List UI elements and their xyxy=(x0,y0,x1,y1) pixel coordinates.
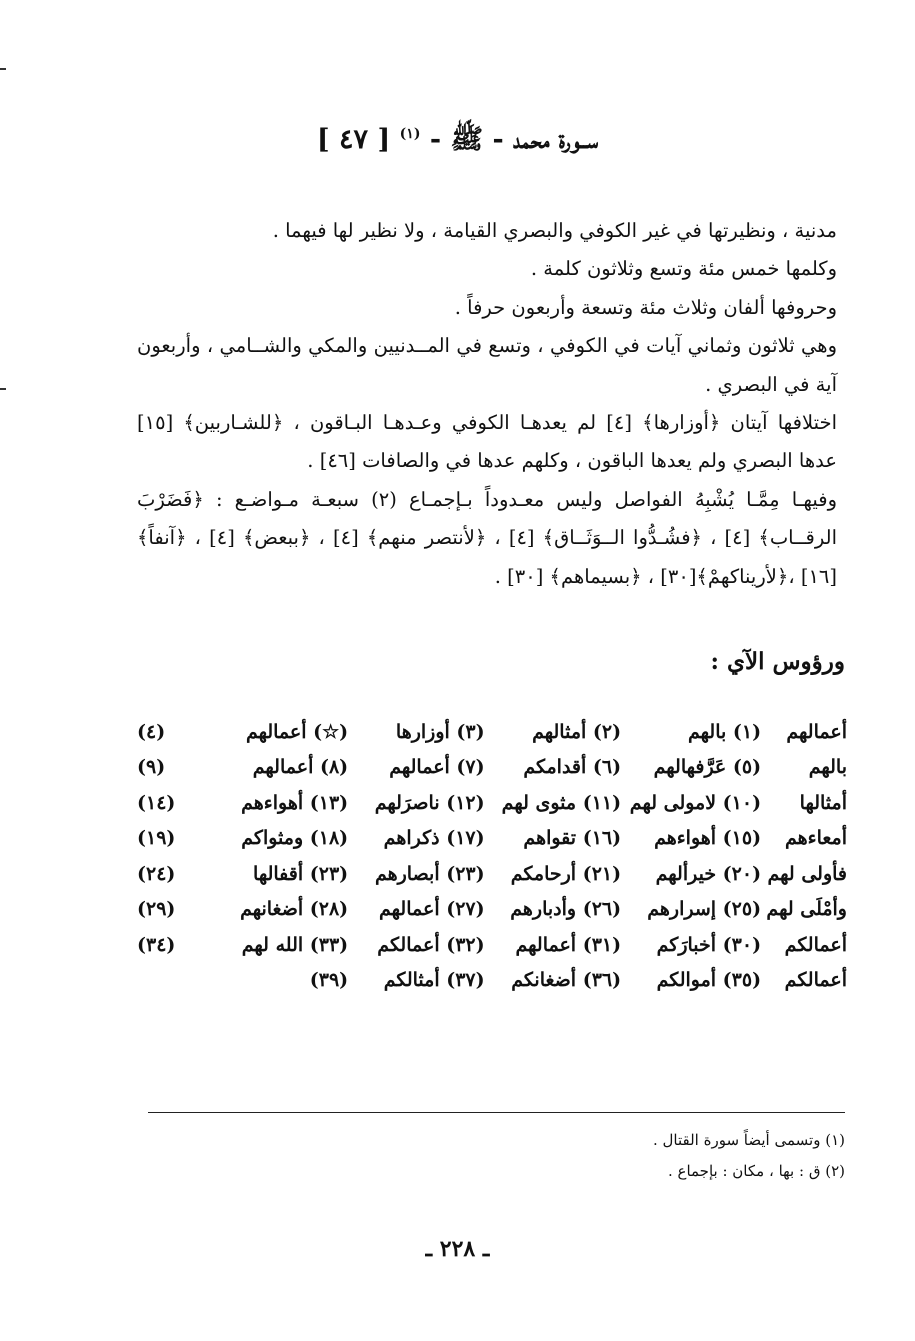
table-row xyxy=(137,963,847,999)
table-cell: (٣٤) xyxy=(137,933,176,956)
surah-title-text: ســورة محمد - ﷺ - xyxy=(420,124,599,155)
table-cell: (٣٥) أموالكم xyxy=(656,969,762,992)
table-cell: (٣٢) أعمالكم xyxy=(377,933,485,956)
verse-heads-table xyxy=(137,714,847,998)
table-cell: (٢٦) وأدبارهم xyxy=(510,898,622,921)
table-cell: (٩) xyxy=(137,756,166,779)
table-cell: (٣١) أعمالهم xyxy=(515,933,622,956)
table-cell: (٢٥) إسرارهم xyxy=(647,898,762,921)
title-footnote-ref: (١) xyxy=(399,126,421,142)
table-row xyxy=(137,892,847,928)
footnotes xyxy=(145,1125,845,1187)
footnote: (١) وتسمى أيضاً سورة القتال . xyxy=(652,1131,845,1149)
table-row xyxy=(137,821,847,857)
table-cell: (٢٤) xyxy=(137,862,176,885)
table-cell: أمعاءهم xyxy=(784,827,847,850)
table-cell: (٢٣) أبصارهم xyxy=(374,862,485,885)
intro-text xyxy=(137,212,837,596)
table-cell: (١٩) xyxy=(137,827,176,850)
table-cell: (١٠) لامولى لهم xyxy=(629,791,762,814)
table-cell: (٧) أعمالهم xyxy=(389,756,485,779)
table-cell: (٢) أمثالهم xyxy=(532,720,622,743)
table-cell: (٤) xyxy=(137,720,166,743)
table-cell: (١) بالهم xyxy=(688,720,762,743)
paragraph: وهي ثلاثون وثماني آيات في الكوفي ، وتسع في المــدنيين والمكي والشــامي ، وأربعون آية في البصري . xyxy=(137,334,837,396)
paragraph: وحروفها ألفان وثلاث مئة وتسعة وأربعون حرفاً . xyxy=(454,295,837,319)
table-cell: (١٨) ومثواكم xyxy=(241,827,349,850)
paragraph: اختلافها آيتان ﴿أوزارها﴾ [٤] لم يعدهـا الكوفي وعـدهـا البـاقون ، ﴿للشـاربين﴾ [١٥] عدها البصري ولم يعدها الباقون ، وكلهم عدها في والصافات [٤٦] . xyxy=(137,411,837,473)
table-cell xyxy=(137,963,212,999)
paragraph: وكلمها خمس مئة وتسع وثلاثون كلمة . xyxy=(530,257,837,281)
surah-title xyxy=(0,122,915,162)
page-number: ـ ٢٢٨ ـ xyxy=(425,1236,490,1262)
table-cell: (١٤) xyxy=(137,791,176,814)
paragraph: وفيهـا مِمَّـا يُشْبِهُ الفواصل وليس معـدوداً بـإجمـاع (٢) سبعـة مـواضـع : ﴿فَضَرْبَ الرقــاب﴾ [٤] ، ﴿فشُـدُّوا الــوَثَــاق﴾ [٤] ، ﴿لأنتصر منهم﴾ [٤] ، ﴿ببعض﴾ [٤] ، ﴿آنفاً﴾ [١٦] ،﴿لأريناكهمْ﴾[٣٠] ، ﴿بسيماهم﴾ [٣٠] . xyxy=(137,487,837,588)
footnote-divider xyxy=(148,1112,845,1113)
table-cell: (٢٠) خيرألهم xyxy=(655,862,762,885)
table-cell: (٢٣) أقفالها xyxy=(253,862,349,885)
table-cell: (٣٣) الله لهم xyxy=(241,933,349,956)
table-cell: (٣٦) أضغانكم xyxy=(511,969,622,992)
table-cell: (١٢) ناصرَلهم xyxy=(374,791,485,814)
margin-mark xyxy=(0,68,6,70)
table-cell: (٣٠) أخبارَكم xyxy=(656,933,762,956)
table-cell: أعمالهم xyxy=(786,720,847,743)
table-cell: (١٥) أهواءهم xyxy=(654,827,762,850)
table-cell: أعمالكم xyxy=(784,969,847,992)
table-row xyxy=(137,714,847,750)
table-cell: (٢١) أرحامكم xyxy=(510,862,622,885)
table-cell: (٦) أقدامكم xyxy=(523,756,622,779)
table-cell: (٥) عَرَّفهالهم xyxy=(653,756,762,779)
table-cell: (١٦) تقواهم xyxy=(523,827,622,850)
table-cell: (٢٩) xyxy=(137,898,176,921)
table-cell: (٢٨) أضغانهم xyxy=(240,898,349,921)
table-cell: (٣) أوزارها xyxy=(395,720,485,743)
table-cell: فأولى لهم xyxy=(767,862,847,885)
table-cell: (٣٧) أمثالكم xyxy=(383,969,485,992)
footnote: (٢) ق : بها ، مكان : بإجماع . xyxy=(667,1162,845,1180)
table-cell: (☆) أعمالهم xyxy=(245,720,349,743)
heads-title: ورؤوس الآي : xyxy=(710,648,845,675)
table-cell: أمثالها xyxy=(799,791,847,814)
table-row xyxy=(137,750,847,786)
surah-number: [ ٤٧ ] xyxy=(316,124,391,155)
table-cell: أعمالكم xyxy=(784,933,847,956)
table-cell: (١٧) ذكراهم xyxy=(383,827,485,850)
table-cell: (١١) مثوى لهم xyxy=(501,791,622,814)
table-cell: بالهم xyxy=(808,756,847,779)
table-row xyxy=(137,856,847,892)
table-cell: (٨) أعمالهم xyxy=(252,756,349,779)
table-row xyxy=(137,785,847,821)
table-row xyxy=(137,927,847,963)
table-cell: (١٣) أهواءهم xyxy=(241,791,349,814)
paragraph: مدنية ، ونظيرتها في غير الكوفي والبصري القيامة ، ولا نظير لها فيهما . xyxy=(272,219,837,242)
table-cell: وأمْلَى لهم xyxy=(766,898,847,921)
table-cell: (٢٧) أعمالهم xyxy=(379,898,485,921)
table-cell: (٣٩) xyxy=(309,969,349,992)
margin-mark xyxy=(0,388,6,390)
